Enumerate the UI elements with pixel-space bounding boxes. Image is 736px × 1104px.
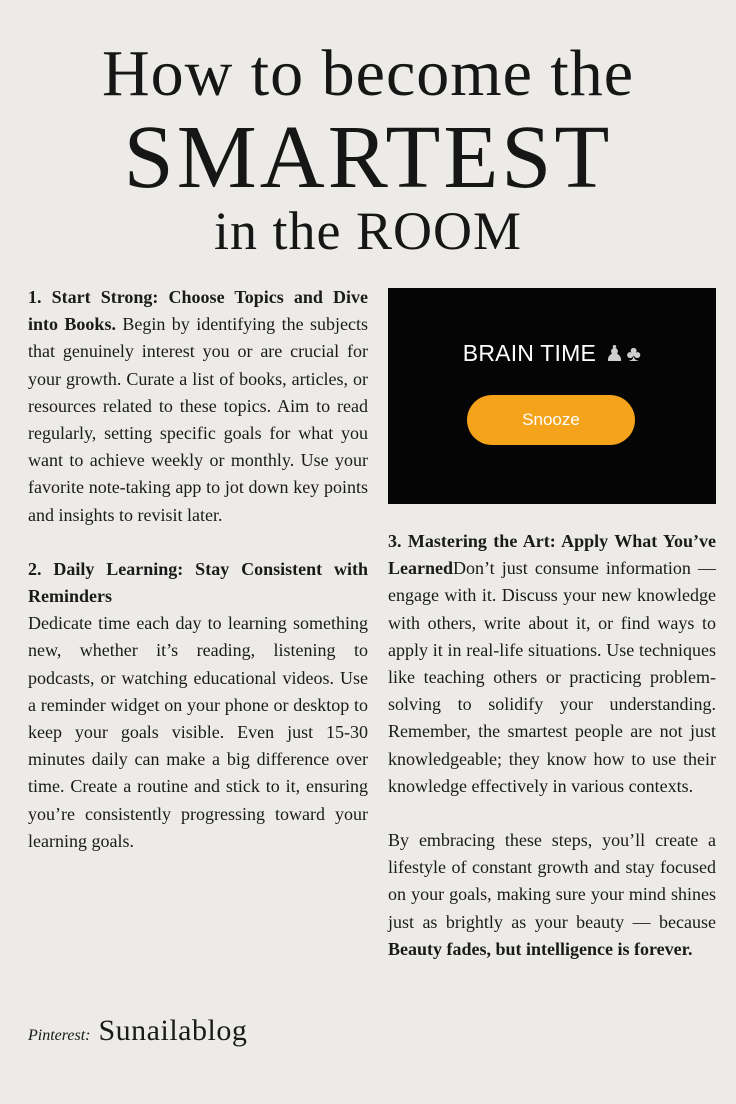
snooze-button[interactable]: Snooze (467, 395, 635, 445)
section-1 (28, 284, 368, 529)
section-2-heading: 2. Daily Learning: Stay Consistent with Reminders (28, 558, 368, 607)
source-label: Pinterest: (28, 1027, 91, 1044)
title-line-1: How to become the (101, 37, 634, 110)
section-3-heading: 3. Mastering the Art: Apply What You’ve Learned (388, 531, 716, 579)
widget-label: BRAIN TIME (462, 340, 597, 366)
title-line-2: SMARTEST (123, 108, 613, 207)
section-1-heading: 1. Start Strong: Choose Topics and Dive into Books. (28, 287, 368, 335)
source-handle: Sunailablog (98, 1014, 248, 1047)
source-credit (28, 1014, 247, 1048)
section-3 (388, 528, 716, 800)
reminder-widget-screenshot (388, 288, 716, 504)
closing-emphasis: Beauty fades, but intelligence is forever. (388, 938, 693, 959)
club-icon: ♣ (626, 341, 642, 366)
right-column (388, 528, 716, 963)
section-2-body: Dedicate time each day to learning something new, whether it’s reading, listening to podcasts, or watching educational videos. Use a reminder widget on your phone or desktop to keep your goals visible. Even just 15-30 minutes daily can make a big difference over time. Create a routine and stick to it, ensuring you’re consistently progressing toward your learning goals. (28, 613, 368, 851)
title-line-3: in the ROOM (214, 201, 522, 261)
closing-body: By embracing these steps, you’ll create a lifestyle of constant growth and stay focused on your goals, making sure your mind shines just as brightly as your beauty — because (388, 830, 716, 932)
chess-pawn-icon: ♟ (604, 341, 625, 366)
closing-paragraph (388, 827, 716, 963)
left-column (28, 284, 368, 855)
section-1-body: Begin by identifying the subjects that genuinely interest you or are crucial for your growth. Curate a list of books, articles, or resources related to these topics. Aim to read regularly, setting specific goals for what you want to achieve weekly or monthly. Use your favorite note-taking app to jot down key points and insights to revisit later. (28, 314, 369, 525)
section-3-body: Don’t just consume information — engage with it. Discuss your new knowledge with others, write about it, or find ways to apply it in real-life situations. Use techniques like teaching others or practicing problem-solving to solidify your understanding. Remember, the smartest people are not just knowledgeable; they know how to use their knowledge effectively in various contexts. (388, 558, 716, 796)
widget-title (388, 340, 716, 367)
